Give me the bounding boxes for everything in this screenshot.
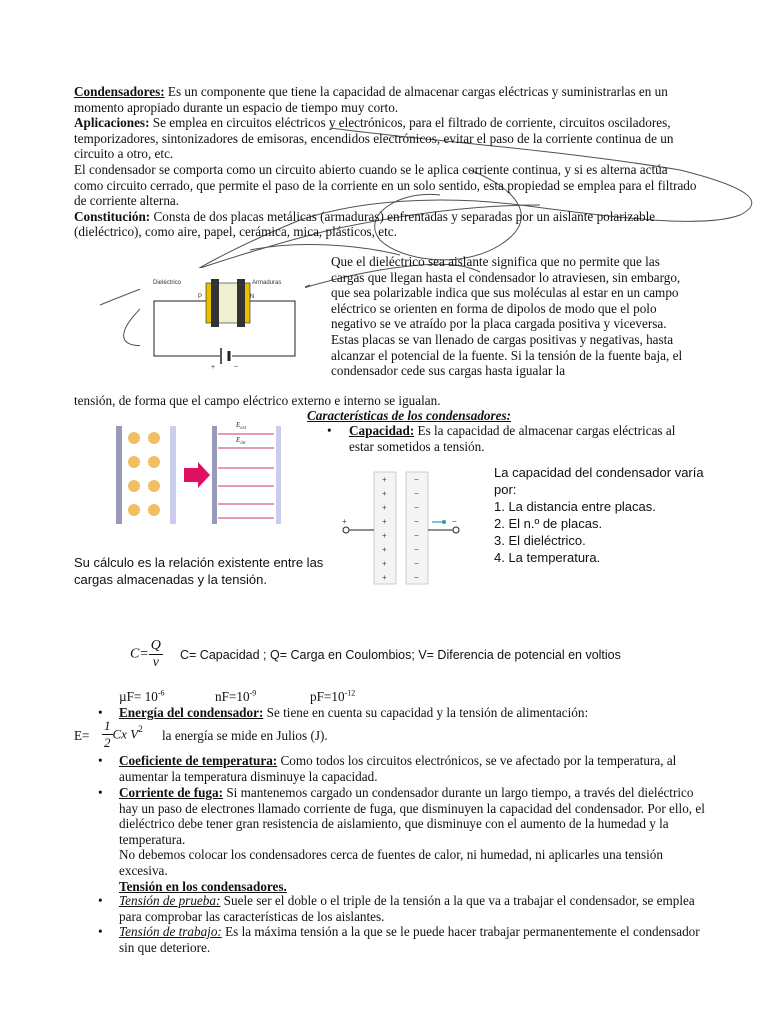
p-label: P bbox=[198, 294, 203, 300]
condensadores-label: Condensadores: bbox=[74, 84, 165, 99]
energy-formula-body: Cx V bbox=[112, 726, 139, 742]
capacity-varies-block bbox=[494, 464, 704, 566]
unit-pf: $pF=10^{-12}$ bbox=[310, 688, 356, 704]
energy-formula bbox=[102, 718, 143, 750]
aplicaciones-text: Se emplea en circuitos eléctricos y electrónicos, para el filtrado de corriente, circuitos osciladores, temporizadores, sintonizadores de emisoras, encendidos electrónicos, evitar el paso de la corriente continua de un circuito a otro, etc. bbox=[74, 115, 674, 162]
formula-denominator: v bbox=[152, 654, 159, 670]
energia-e-prefix: E= bbox=[74, 728, 90, 743]
aplicaciones-label: Aplicaciones: bbox=[74, 115, 150, 131]
coeficiente-text: Como todos los circuitos electrónicos, se ve afectado por la temperatura, al aumentar la temperatura disminuye la capacidad. bbox=[119, 753, 677, 784]
energia-unit-text: la energía se mide en Julios (J). bbox=[162, 728, 328, 743]
svg-text:−: − bbox=[452, 517, 457, 526]
varies-item-3: 3. El dieléctrico. bbox=[494, 533, 586, 548]
intro-block bbox=[74, 84, 700, 240]
trabajo-label: Tensión de trabajo: bbox=[119, 924, 222, 939]
svg-text:−: − bbox=[414, 545, 419, 554]
formula-numerator: Q bbox=[150, 638, 161, 653]
charge-paragraph: Estas placas se van llenado de cargas positivas y negativas, hasta alcanzar el potencial de la fuente. Si la tensión de la fuente baja, el condensador cede sus cargas hasta igualar la bbox=[331, 331, 683, 379]
unit-uf: $\mu F= 10^{-6}$ bbox=[119, 688, 165, 704]
energia-label: Energía del condensador: bbox=[119, 705, 264, 720]
svg-text:−: − bbox=[414, 531, 419, 540]
capacitor-circuit-diagram bbox=[140, 268, 305, 378]
capacity-formula bbox=[130, 638, 163, 670]
half-numerator: 1 bbox=[104, 718, 111, 733]
svg-text:+: + bbox=[342, 517, 347, 526]
formula-lhs: C= bbox=[130, 646, 149, 662]
plate-signs bbox=[342, 475, 457, 582]
fuga-text: Si mantenemos cargado un condensador durante un largo tiempo, a través del dieléctrico hay un paso de electrones llamado corriente de fuga, que disminuyen la capacidad del condensador. Por ello, el dieléctrico debe tener gran resistencia de aislamiento, que disminuye con el aumento de la humedad y la temperatura. bbox=[119, 785, 705, 847]
polarization-field-diagram bbox=[114, 420, 294, 530]
n-label: N bbox=[250, 294, 255, 300]
svg-text:−: − bbox=[414, 503, 419, 512]
trabajo-text: Es la máxima tensión a la que se le puede hacer trabajar permanentemente el condensador sin que deteriore. bbox=[119, 924, 700, 955]
svg-text:+: + bbox=[382, 545, 387, 554]
prueba-item bbox=[119, 893, 709, 924]
comportamiento-text: El condensador se comporta como un circuito abierto cuando se le aplica corriente continua, y si es alterna actúa como circuito cerrado, que permite el paso de la corriente en un solo sentido, esta propiedad se emplea para el filtrado de corriente alterna. bbox=[74, 161, 697, 209]
svg-text:−: − bbox=[414, 559, 419, 568]
prueba-text: Suele ser el doble o el triple de la tensión a la que va a trabajar el condensador, se emplea para comprobar las características de los aislantes. bbox=[119, 893, 695, 924]
field-lines bbox=[218, 434, 274, 518]
fuga-item bbox=[119, 785, 709, 894]
constitucion-label: Constitución: bbox=[74, 208, 151, 224]
dipole-balls bbox=[128, 432, 160, 516]
svg-text:+: + bbox=[382, 559, 387, 568]
capacidad-label: Capacidad: bbox=[349, 423, 415, 438]
svg-text:+: + bbox=[382, 573, 387, 582]
varies-item-2: 2. El n.º de placas. bbox=[494, 516, 603, 531]
condensadores-text: Es un componente que tiene la capacidad de almacenar cargas eléctricas y suministrarlas en un momento apropiado durante un espacio de tiempo muy corto. bbox=[74, 84, 668, 115]
caracteristicas-title: Características de los condensadores: bbox=[307, 408, 512, 423]
fuga-label: Corriente de fuga: bbox=[119, 785, 224, 800]
calculo-text: Su cálculo es la relación existente entre las cargas almacenadas y la tensión. bbox=[74, 555, 324, 587]
fuga-bullet: • bbox=[98, 785, 103, 800]
e-int-label: $E_{int}$ bbox=[236, 436, 246, 446]
varies-item-1: 1. La distancia entre placas. bbox=[494, 499, 656, 514]
formula-description: C= Capacidad ; Q= Carga en Coulombios; V= Diferencia de potencial en voltios bbox=[180, 648, 621, 662]
dielectrico-label: Dieléctrico bbox=[153, 280, 182, 286]
coeficiente-label: Coeficiente de temperatura: bbox=[119, 753, 278, 768]
energia-text: Se tiene en cuenta su capacidad y la tensión de alimentación: bbox=[263, 705, 589, 720]
armaduras-label: Armaduras bbox=[252, 280, 282, 286]
e-ext-label: $E_{ext}$ bbox=[236, 421, 247, 431]
unit-nf: $nF=10^{-9}$ bbox=[215, 688, 257, 704]
tension-title: Tensión en los condensadores. bbox=[119, 878, 287, 894]
varies-item-4: 4. La temperatura. bbox=[494, 550, 601, 565]
varies-intro: La capacidad del condensador varía por: bbox=[494, 465, 704, 497]
charged-plates-diagram bbox=[340, 468, 466, 588]
svg-text:−: − bbox=[414, 475, 419, 484]
charge-paragraph-end: tensión, de forma que el campo eléctrico externo e interno se igualan. bbox=[74, 393, 441, 408]
coeficiente-item bbox=[119, 753, 709, 784]
svg-text:−: − bbox=[414, 517, 419, 526]
energia-bullet: • bbox=[98, 705, 103, 720]
prueba-label: Tensión de prueba: bbox=[119, 893, 221, 908]
battery-minus-label: − bbox=[234, 364, 239, 371]
constitucion-text: Consta de dos placas metálicas (armaduras) enfrentadas y separadas por un aislante polarizable (dieléctrico), como aire, papel, cerámica, mica, plásticos, etc. bbox=[74, 208, 656, 240]
capacidad-text: Es la capacidad de almacenar cargas eléctricas al estar sometidos a tensión. bbox=[349, 423, 676, 454]
svg-text:+: + bbox=[382, 517, 387, 526]
fuga-text2: No debemos colocar los condensadores cerca de fuentes de calor, ni humedad, ni aplicarles una tensión excesiva. bbox=[119, 847, 663, 878]
prueba-bullet: • bbox=[98, 893, 103, 908]
capacidad-item bbox=[349, 423, 699, 454]
dielectric-paragraph: Que el dieléctrico sea aislante significa que no permite que las cargas que llegan hasta el condensador lo atraviesen, sin embargo, que sea polarizable indica que sus moléculas al estar en un campo eléctrico se orienten en forma de dipolos de modo que el polo negativo se ve atraído por la placa cargada positiva y viceversa. bbox=[331, 254, 681, 332]
energy-formula-exp: 2 bbox=[138, 723, 143, 734]
capacidad-bullet: • bbox=[327, 423, 332, 438]
battery-plus-label: + bbox=[211, 364, 216, 371]
svg-text:+: + bbox=[382, 475, 387, 484]
svg-text:−: − bbox=[414, 573, 419, 582]
svg-text:+: + bbox=[382, 503, 387, 512]
trabajo-bullet: • bbox=[98, 924, 103, 939]
half-denominator: 2 bbox=[104, 734, 111, 750]
svg-text:−: − bbox=[414, 489, 419, 498]
energia-item bbox=[119, 705, 709, 721]
dielectric-paragraph-block bbox=[331, 254, 693, 379]
trabajo-item bbox=[119, 924, 709, 955]
coeficiente-bullet: • bbox=[98, 753, 103, 768]
svg-text:+: + bbox=[382, 531, 387, 540]
svg-text:+: + bbox=[382, 489, 387, 498]
